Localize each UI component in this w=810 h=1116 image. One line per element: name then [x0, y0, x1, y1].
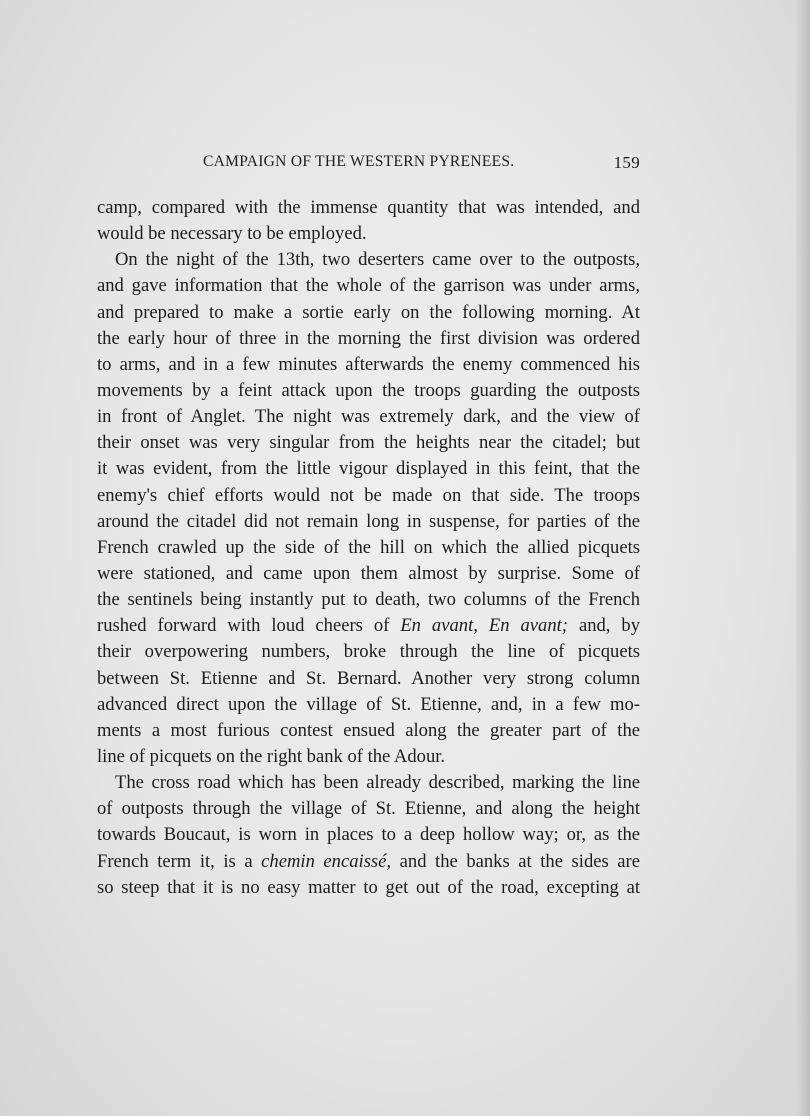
text-line — [97, 796, 640, 822]
text-segment: rushed forward with loud cheers of — [97, 615, 401, 637]
text-segment: enemy's chief efforts would not be made on that side. The troops — [97, 484, 640, 506]
text-line — [97, 195, 640, 221]
text-line — [97, 822, 640, 848]
text-line — [97, 770, 640, 796]
text-segment: between St. Etienne and St. Bernard. Another very strong column — [97, 667, 640, 689]
text-segment: ments a most furious contest ensued along the greater part of the — [97, 719, 640, 741]
text-segment: advanced direct upon the village of St. Etienne, and, in a few mo- — [97, 693, 640, 715]
text-line — [97, 430, 640, 456]
text-line — [97, 300, 640, 326]
text-segment: to arms, and in a few minutes afterwards the enemy commenced his — [97, 353, 640, 375]
text-segment: The cross road which has been already described, marking the line — [115, 772, 640, 794]
text-line — [97, 875, 640, 901]
text-segment: On the night of the 13th, two deserters came over to the outposts, — [115, 249, 640, 271]
text-line — [97, 718, 640, 744]
text-line — [97, 247, 640, 273]
text-segment: around the citadel did not remain long in suspense, for parties of the — [97, 510, 640, 532]
text-segment: line of picquets on the right bank of the Adour. — [97, 745, 446, 767]
text-segment: French crawled up the side of the hill on which the allied picquets — [97, 536, 640, 558]
text-line — [97, 639, 640, 665]
page-edge-shadow — [796, 0, 810, 1116]
text-segment: it was evident, from the little vigour displayed in this feint, that the — [97, 458, 640, 480]
italic-phrase: chemin encaissé, — [261, 850, 392, 872]
text-segment: and prepared to make a sortie early on the following morning. At — [97, 301, 640, 323]
text-segment: and gave information that the whole of the garrison was under arms, — [97, 275, 640, 297]
text-line — [97, 509, 640, 535]
text-line — [97, 456, 640, 482]
text-line — [97, 404, 640, 430]
text-line — [97, 221, 640, 247]
text-line — [97, 561, 640, 587]
text-segment: the sentinels being instantly put to death, two columns of the French — [97, 589, 640, 611]
text-segment: of outposts through the village of St. Etienne, and along the height — [97, 798, 640, 820]
text-line — [97, 326, 640, 352]
text-segment: and, by — [567, 615, 641, 637]
body-text — [97, 195, 640, 901]
text-line — [97, 535, 640, 561]
text-segment: camp, compared with the immense quantity that was intended, and — [97, 197, 640, 218]
text-segment: their onset was very singular from the heights near the citadel; but — [97, 432, 640, 454]
text-line — [97, 378, 640, 404]
text-line — [97, 849, 640, 875]
text-segment: movements by a feint attack upon the troops guarding the outposts — [97, 379, 640, 401]
text-line — [97, 273, 640, 299]
text-segment: so steep that it is no easy matter to get out of the road, excepting at — [97, 876, 640, 898]
text-segment: the early hour of three in the morning the first division was ordered — [97, 327, 640, 349]
running-title: CAMPAIGN OF THE WESTERN PYRENEES. — [203, 153, 515, 170]
page-header — [97, 153, 640, 177]
text-segment: their overpowering numbers, broke through the line of picquets — [97, 641, 640, 663]
italic-phrase: En avant, En avant; — [400, 615, 568, 637]
text-line — [97, 692, 640, 718]
text-line — [97, 483, 640, 509]
text-segment: would be necessary to be employed. — [97, 223, 367, 245]
text-line — [97, 744, 640, 770]
text-segment: in front of Anglet. The night was extremely dark, and the view of — [97, 406, 640, 428]
text-line — [97, 613, 640, 639]
text-line — [97, 352, 640, 378]
text-segment: French term it, is a — [97, 850, 262, 872]
page-number: 159 — [613, 153, 640, 172]
text-line — [97, 587, 640, 613]
text-line — [97, 666, 640, 692]
text-segment: and the banks at the sides are — [391, 850, 640, 872]
text-segment: towards Boucaut, is worn in places to a deep hollow way; or, as the — [97, 824, 640, 846]
text-segment: were stationed, and came upon them almost by surprise. Some of — [97, 562, 640, 584]
